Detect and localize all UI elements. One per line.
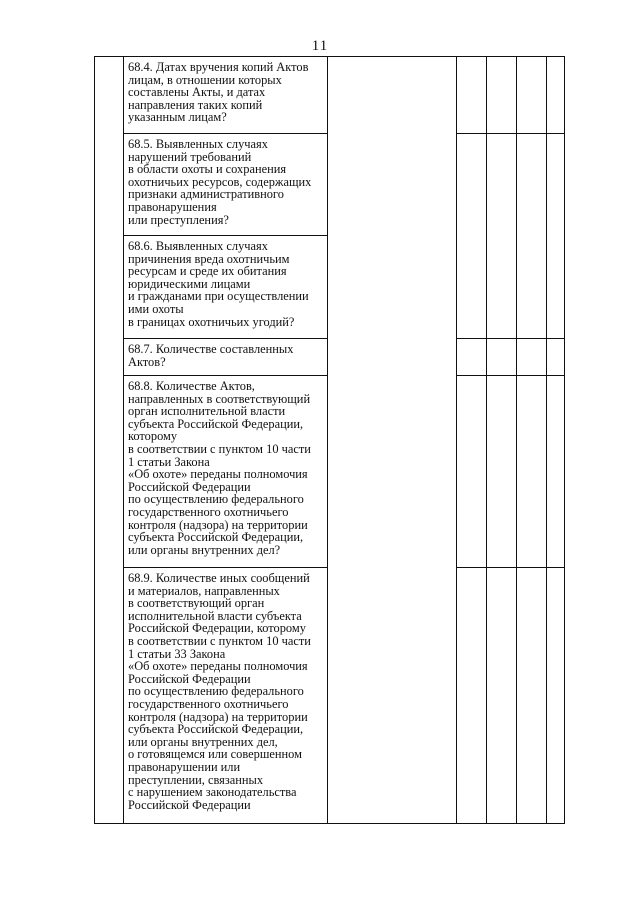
row-68-7-text: 68.7. Количестве составленных Актов? bbox=[128, 342, 294, 369]
col-line-1 bbox=[123, 57, 124, 823]
col-line-6 bbox=[546, 57, 547, 823]
row-68-8-text: 68.8. Количестве Актов, направленных в соответствующий орган исполнительной власти субъекта Российской Федерации, которому в соответствии с пунктом 10 части 1 статьи Закона «Об охоте» переданы полномочия Российской Федерации по осуществлению федерального государственного охотничьего контроля (надзора) на территории субъекта Российской Федерации, или органы внутренних дел? bbox=[128, 379, 311, 557]
col-line-3 bbox=[456, 57, 457, 823]
row-sep-68-8 bbox=[123, 567, 327, 568]
row-sep-68-4-right bbox=[456, 133, 565, 134]
row-68-6-text: 68.6. Выявленных случаях причинения вреда охотничьим ресурсам и среде их обитания юридическими лицами и гражданами при осуществлении ими охоты в границах охотничьих угодий? bbox=[128, 239, 309, 329]
row-sep-68-7 bbox=[123, 375, 327, 376]
row-sep-68-8-right bbox=[456, 567, 565, 568]
row-sep-68-6 bbox=[123, 338, 327, 339]
row-68-9-text: 68.9. Количестве иных сообщений и материалов, направленных в соответствующий орган исполнительной власти субъекта Российской Федерации, которому в соответствии с пунктом 10 части 1 статьи 33 Закона «Об охоте» переданы полномочия Российской Федерации по осуществлению федерального государственного охотничьего контроля (надзора) на территории субъекта Российской Федерации, или органы внутренних дел, о готовящемся или совершенном правонарушении или преступлении, связанных с нарушением законодательства Российской Федерации bbox=[128, 571, 311, 812]
row-sep-68-6-right bbox=[456, 338, 565, 339]
col-line-2 bbox=[327, 57, 328, 823]
row-68-4-text: 68.4. Датах вручения копий Актов лицам, в отношении которых составлены Акты, и датах направления таких копий указанным лицам? bbox=[128, 60, 309, 125]
col-line-4 bbox=[486, 57, 487, 823]
row-sep-68-5 bbox=[123, 235, 327, 236]
row-68-5-text: 68.5. Выявленных случаях нарушений требований в области охоты и сохранения охотничьих ресурсов, содержащих признаки административного правонарушения или преступления? bbox=[128, 137, 312, 227]
col-line-5 bbox=[516, 57, 517, 823]
page-number: 11 bbox=[311, 38, 329, 54]
checklist-table bbox=[94, 56, 565, 824]
row-sep-68-7-right bbox=[456, 375, 565, 376]
row-sep-68-4 bbox=[123, 133, 327, 134]
